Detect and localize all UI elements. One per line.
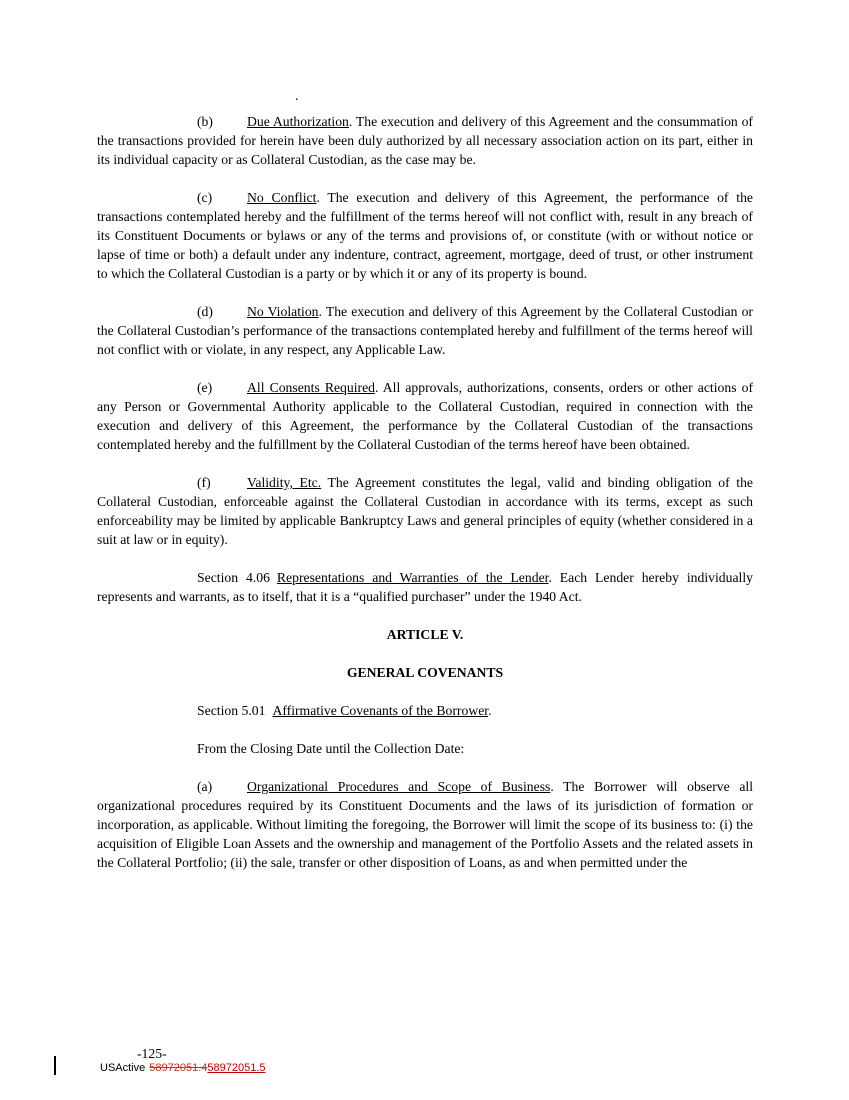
- section-4-06-heading: Representations and Warranties of the Lender: [276, 570, 549, 585]
- section-5-01-heading: Affirmative Covenants of the Borrower: [272, 703, 489, 718]
- paragraph-e-body: . All approvals, authorizations, consents, orders or other actions of any Person or Governmental Authority applicable to the Collateral Custodian, required in connection with the execution and delivery of this Agreement, the performance by the Collateral Custodian of the transactions contemplated hereby and the fulfillment by the Collateral Custodian of the terms hereof have been obtained.: [97, 380, 754, 452]
- paragraph-b-body: . The execution and delivery of this Agreement and the consummation of the transactions provided for herein have been duly authorized by all necessary association action on its part, either in its individual capacity or as Collateral Custodian, as the case may be.: [97, 114, 753, 167]
- paragraph-a-label: (a): [197, 779, 213, 794]
- stray-mark: .: [295, 88, 299, 103]
- paragraph-a-body: . The Borrower will observe all organizational procedures required by its Constituent Documents and the laws of its jurisdiction of formation or incorporation, as applicable. Without limiting the foregoing, the Borrower will limit the scope of its business to: (i) the acquisition of Eligible Loan Assets and the ownership and management of the Portfolio Assets and the related assets in the Collateral Portfolio; (ii) the sale, transfer or other disposition of Loans, as and when permitted under the: [97, 779, 754, 870]
- change-bar: [54, 1056, 56, 1075]
- paragraph-c-heading: No Conflict: [247, 190, 317, 205]
- intro-line: [97, 739, 753, 758]
- paragraph-e-heading: All Consents Required: [247, 380, 376, 395]
- paragraph-e: [97, 378, 753, 454]
- paragraph-b-label: (b): [197, 114, 213, 129]
- intro-line-text: From the Closing Date until the Collection Date:: [197, 741, 465, 756]
- paragraph-d: [97, 302, 753, 359]
- paragraph-f-body: The Agreement constitutes the legal, valid and binding obligation of the Collateral Custodian, enforceable against the Collateral Custodian in accordance with its terms, except as such enforceability may be limited by applicable Bankruptcy Laws and general principles of equity (whether considered in a suit at law or in equity).: [97, 475, 753, 547]
- paragraph-d-body: . The execution and delivery of this Agreement by the Collateral Custodian or the Collateral Custodian’s performance of the transactions contemplated hereby and fulfillment of the terms hereof will not conflict with or violate, in any respect, any Applicable Law.: [97, 304, 753, 357]
- paragraph-f-heading: Validity, Etc.: [247, 475, 322, 490]
- paragraph-d-label: (d): [197, 304, 213, 319]
- paragraph-e-label: (e): [197, 380, 213, 395]
- paragraph-f-label: (f): [197, 475, 211, 490]
- paragraph-d-heading: No Violation: [247, 304, 319, 319]
- section-4-06: [97, 568, 753, 606]
- footer-doc-label: USActive: [100, 1062, 146, 1074]
- article-v-subtitle: GENERAL COVENANTS: [346, 665, 504, 680]
- section-5-01: [97, 701, 753, 720]
- paragraph-b: [97, 112, 753, 169]
- paragraph-c-body: . The execution and delivery of this Agreement, the performance of the transactions contemplated hereby and the fulfillment of the terms hereof will not conflict with, result in any breach of its Constituent Documents or bylaws or any of the terms and provisions of, or constitute (with or without notice or lapse of time or both) a default under any indenture, contract, agreement, mortgage, deed of trust, or other instrument to which the Collateral Custodian is a party or by which it or any of its property is bound.: [97, 190, 753, 281]
- doc-id-added: 58972051.5: [207, 1062, 266, 1074]
- section-4-06-body: . Each Lender hereby individually represents and warrants, as to itself, that it is a “qualified purchaser” under the 1940 Act.: [97, 570, 753, 604]
- paragraph-a-heading: Organizational Procedures and Scope of Business: [247, 779, 551, 794]
- paragraph-f: [97, 473, 753, 549]
- section-5-01-body: .: [488, 703, 492, 718]
- section-4-06-label: Section 4.06: [197, 570, 270, 585]
- footer-doc-line: [100, 1061, 266, 1075]
- paragraph-a: [97, 777, 753, 872]
- page-number: -125-: [137, 1046, 167, 1061]
- paragraph-c-label: (c): [197, 190, 213, 205]
- article-v-title: ARTICLE V.: [386, 627, 464, 642]
- paragraph-b-heading: Due Authorization: [247, 114, 349, 129]
- paragraph-c: [97, 188, 753, 283]
- section-5-01-label: Section 5.01: [197, 703, 266, 718]
- document-content: [97, 112, 753, 891]
- doc-id-deleted: 58972051.4: [149, 1062, 208, 1074]
